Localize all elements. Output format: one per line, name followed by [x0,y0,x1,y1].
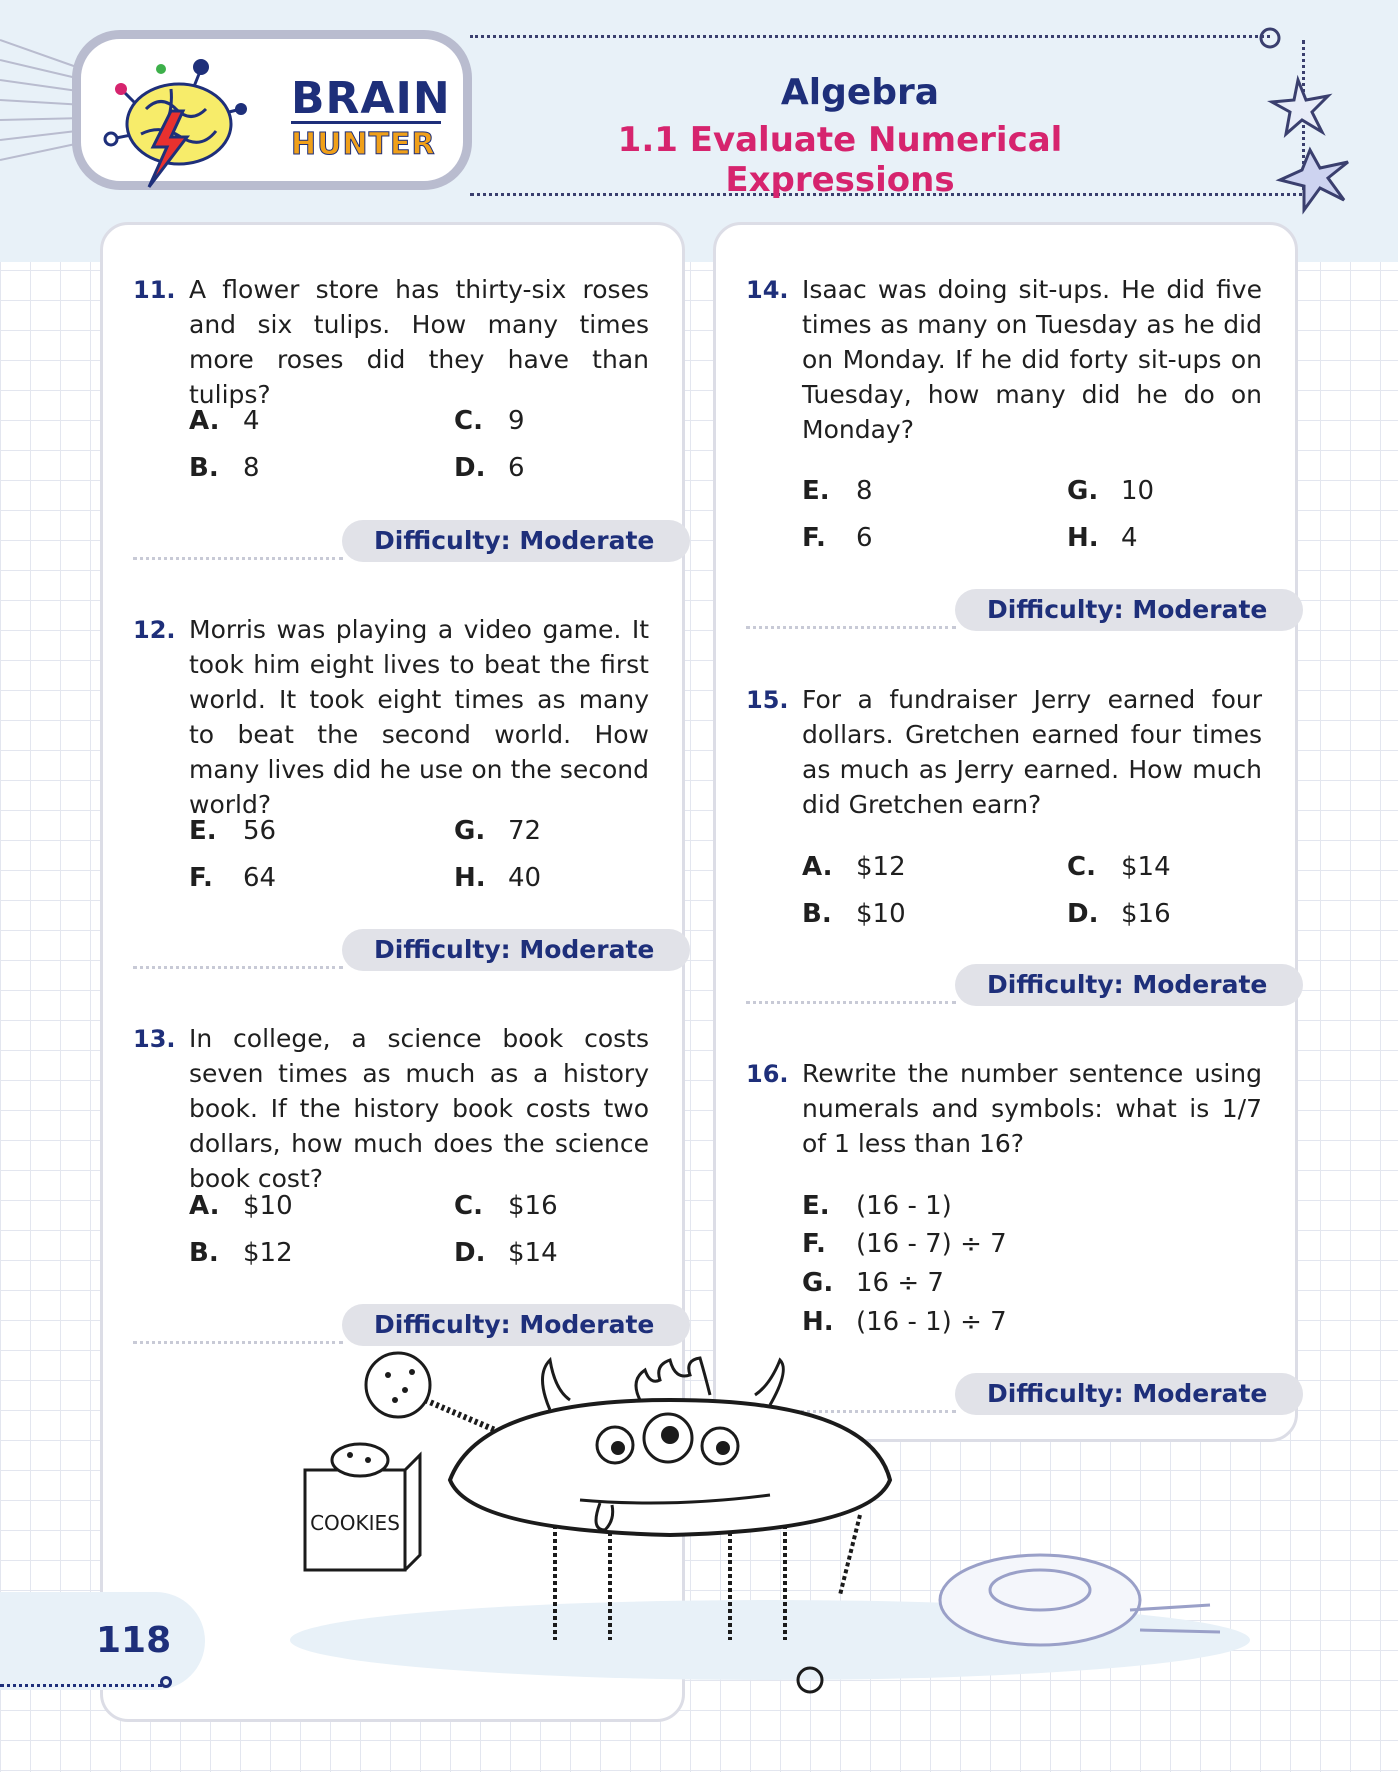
brand-underline [291,121,441,124]
monster-icon [450,1358,890,1640]
brain-icon [101,49,251,189]
divider [133,557,343,560]
choice-d[interactable]: D. $14 [454,1238,558,1268]
choice-a[interactable]: A. $12 [802,852,906,882]
choice-c[interactable]: C. 9 [454,406,525,436]
choice-f[interactable]: F. 64 [189,863,277,893]
difficulty-badge: Difficulty: Moderate [955,964,1303,1006]
question-text: In college, a science book costs seven times as much as a history book. If the history book costs two dollars, how much does the science book cost? [189,1024,649,1193]
question-text: Rewrite the number sentence using numerals and symbols: what is 1/7 of 1 less than 16? [802,1059,1262,1158]
question-number: 14. [746,276,789,304]
question-number: 11. [133,276,176,304]
divider [746,1001,956,1004]
page-number: 118 [96,1620,172,1661]
choice-e[interactable]: E. (16 - 1) [802,1191,952,1221]
choice-b[interactable]: B. $12 [189,1238,293,1268]
choice-h[interactable]: H. 40 [454,863,542,893]
choice-f[interactable]: F. 6 [802,523,873,553]
divider [746,626,956,629]
question-number: 16. [746,1060,789,1088]
cookie-box-label: COOKIES [310,1511,400,1535]
difficulty-badge: Difficulty: Moderate [955,1373,1303,1415]
difficulty-badge: Difficulty: Moderate [342,929,690,971]
page-number-dotted-line [0,1684,162,1687]
choice-g[interactable]: G. 72 [454,816,542,846]
monster-cookie-illustration [250,1340,1270,1700]
choice-c[interactable]: C. $14 [1067,852,1171,882]
choice-h[interactable]: H. 4 [1067,523,1138,553]
question-text: Morris was playing a video game. It took him eight lives to beat the first world. It took eight times as many to beat the second world. How many lives did he use on the second world? [189,615,649,819]
brand-name-line2: HUNTER [291,127,436,162]
choice-g[interactable]: G. 16 ÷ 7 [802,1268,944,1298]
page-number-line-end [160,1676,172,1688]
difficulty-badge: Difficulty: Moderate [342,520,690,562]
choice-h[interactable]: H. (16 - 1) ÷ 7 [802,1307,1007,1337]
choice-d[interactable]: D. $16 [1067,899,1171,929]
choice-b[interactable]: B. 8 [189,453,260,483]
choice-a[interactable]: A. 4 [189,406,260,436]
subject-title: Algebra [780,72,940,113]
difficulty-badge: Difficulty: Moderate [955,589,1303,631]
divider [133,966,343,969]
choice-f[interactable]: F. (16 - 7) ÷ 7 [802,1229,1007,1259]
difficulty-badge: Difficulty: Moderate [342,1304,690,1346]
question-number: 12. [133,616,176,644]
question-number: 13. [133,1025,176,1053]
stars-decoration [1240,20,1370,220]
choice-g[interactable]: G. 10 [1067,476,1155,506]
question-text: Isaac was doing sit-ups. He did five times as many on Tuesday as he did on Monday. If he did forty sit-ups on Tuesday, how many did he do on Monday? [802,275,1262,444]
choice-a[interactable]: A. $10 [189,1191,293,1221]
choice-d[interactable]: D. 6 [454,453,525,483]
choice-b[interactable]: B. $10 [802,899,906,929]
choice-e[interactable]: E. 56 [189,816,277,846]
brand-name-line1: BRAIN [291,73,451,124]
question-text: A flower store has thirty-six roses and six tulips. How many times more roses did they have than tulips? [189,275,649,409]
choice-e[interactable]: E. 8 [802,476,873,506]
cookie-box-icon [305,1444,420,1570]
question-text: For a fundraiser Jerry earned four dollars. Gretchen earned four times as much as Jerry earned. How much did Gretchen earn? [802,685,1262,819]
brain-hunter-logo [72,30,472,190]
cookie-icon [366,1353,495,1430]
choice-c[interactable]: C. $16 [454,1191,558,1221]
header-dotted-line-top [470,35,1270,38]
lesson-title: 1.1 Evaluate Numerical Expressions [617,120,1063,200]
question-number: 15. [746,686,789,714]
